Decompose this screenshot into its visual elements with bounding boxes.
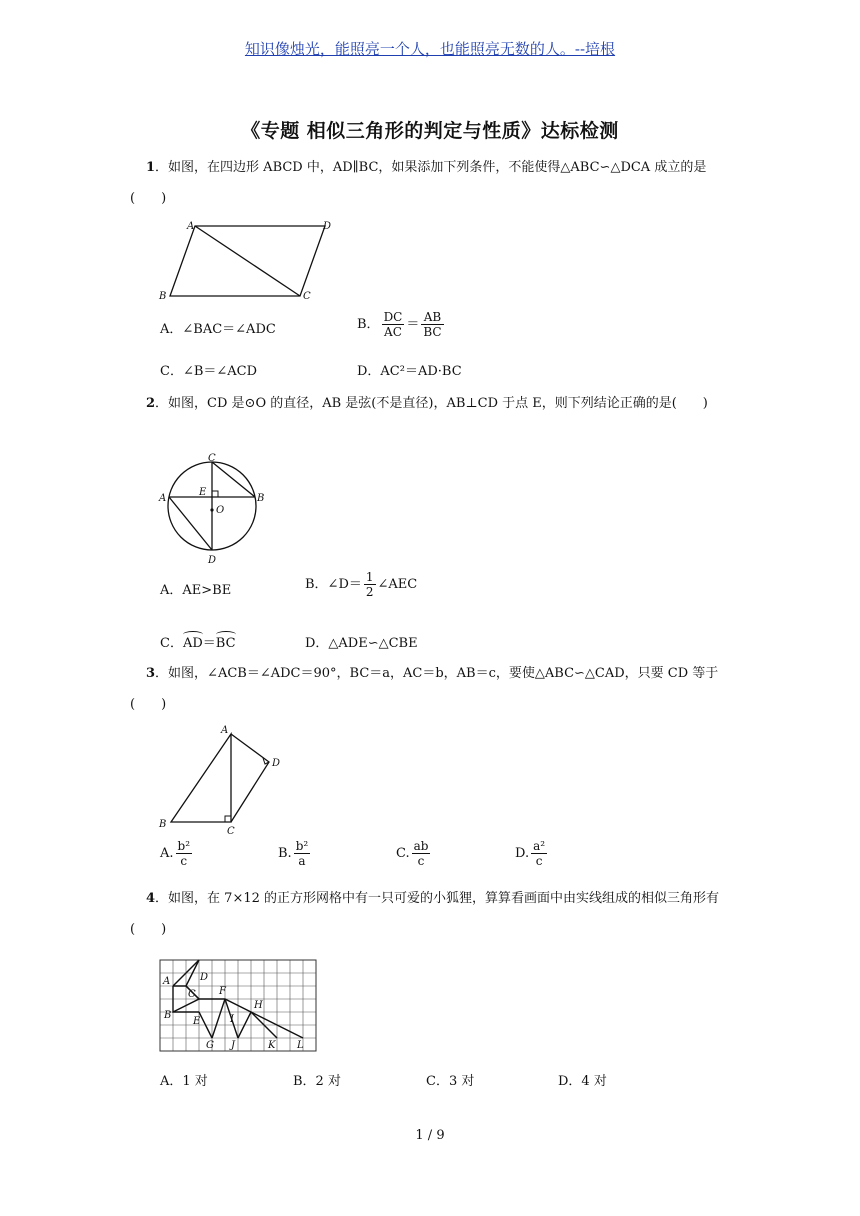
q3-option-a[interactable]	[160, 839, 194, 868]
denominator: BC	[423, 325, 442, 339]
label-c: C	[208, 453, 216, 464]
label-e: E	[193, 1016, 201, 1027]
q2-option-a[interactable]: A．AE>BE	[160, 583, 232, 598]
label-l: L	[297, 1040, 304, 1051]
label-b: B	[164, 1010, 172, 1021]
page-title: 《专题 相似三角形的判定与性质》达标检测	[241, 120, 619, 142]
q1-option-d[interactable]: D．AC²＝AD·BC	[357, 364, 462, 379]
option-prefix: B．	[357, 317, 380, 332]
label-d: D	[323, 221, 332, 232]
diagonal-ac	[195, 226, 300, 296]
label-a: A	[187, 221, 195, 232]
denominator: c	[417, 854, 425, 868]
label-h: H	[254, 1000, 263, 1011]
question-1	[130, 152, 730, 214]
label-k: K	[268, 1040, 276, 1051]
question-text: ．如图，CD 是⊙O 的直径，AB 是弦(不是直径)，AB⊥CD 于点 E，则下列结论正确的是( )	[155, 396, 708, 411]
center-point	[210, 508, 213, 511]
numerator: AB	[421, 310, 443, 325]
question-number: 4	[146, 891, 156, 906]
label-a: A	[163, 976, 171, 987]
page-header	[0, 38, 860, 59]
q4-option-c[interactable]: C．3 对	[426, 1074, 475, 1089]
fraction	[382, 310, 405, 339]
denominator: AC	[384, 325, 402, 339]
numerator: a²	[533, 839, 546, 853]
question-number: 3	[146, 666, 156, 681]
option-prefix: A.	[160, 846, 174, 861]
question-number: 1	[146, 160, 156, 175]
header-motto-link[interactable]: 知识像烛光，能照亮一个人，也能照亮无数的人。--培根	[244, 40, 616, 58]
label-j: J	[231, 1040, 236, 1051]
label-d: D	[272, 758, 281, 769]
q3-triangle-figure	[155, 722, 295, 838]
label-d: D	[200, 972, 209, 983]
arc-ad: AD	[182, 636, 203, 651]
q4-option-d[interactable]: D．4 对	[558, 1074, 607, 1089]
fraction	[531, 839, 547, 868]
denominator: a	[298, 854, 306, 868]
q4-option-a[interactable]: A．1 对	[160, 1074, 208, 1089]
numerator: b²	[177, 839, 191, 853]
page-number: 1 / 9	[415, 1128, 445, 1143]
fraction	[364, 570, 376, 599]
label-o: O	[216, 505, 225, 516]
question-4	[130, 883, 730, 945]
arc-bc: BC	[215, 636, 236, 651]
question-3	[130, 658, 730, 720]
q4-option-b[interactable]: B．2 对	[293, 1074, 341, 1089]
question-text: ．如图，∠ACB＝∠ADC＝90°，BC＝a，AC＝b，AB＝c，要使△ABC∽△CAD，只要 CD 等于( )	[130, 666, 719, 712]
denominator: 2	[365, 585, 374, 599]
numerator: b²	[295, 839, 309, 853]
label-b: B	[159, 291, 167, 302]
q1-parallelogram-figure	[155, 218, 335, 304]
label-i: I	[230, 1014, 234, 1025]
q1-option-b[interactable]	[357, 310, 446, 339]
fraction	[176, 839, 193, 868]
q4-grid-fox-figure	[158, 956, 320, 1054]
label-d: D	[208, 555, 217, 566]
label-e: E	[199, 487, 207, 498]
right-angle-mark	[212, 491, 218, 497]
segment-ad	[169, 497, 212, 550]
option-prefix: B.	[278, 846, 292, 861]
option-prefix: C．	[160, 636, 183, 651]
triangle-acd	[231, 734, 269, 822]
fraction	[421, 310, 443, 339]
label-g: G	[206, 1040, 214, 1051]
numerator: 1	[365, 570, 374, 584]
q3-option-b[interactable]	[278, 839, 312, 868]
q3-option-c[interactable]	[396, 839, 432, 868]
q2-option-d[interactable]: D．△ADE∽△CBE	[305, 636, 418, 651]
fraction	[412, 839, 431, 868]
equals-sign: ＝	[406, 317, 420, 332]
q1-option-c[interactable]: C．∠B＝∠ACD	[160, 364, 258, 379]
question-text: ．如图，在四边形 ABCD 中，AD∥BC，如果添加下列条件，不能使得△ABC∽△DCA 成立的是( )	[130, 160, 707, 206]
q2-circle-figure	[155, 450, 275, 570]
question-text: ．如图，在 7×12 的正方形网格中有一只可爱的小狐狸，算算看画面中由实线组成的相似三角形有( )	[130, 891, 720, 937]
option-prefix: B．∠D＝	[305, 577, 362, 592]
label-a: A	[221, 725, 229, 736]
question-number: 2	[146, 396, 156, 411]
q2-option-b[interactable]	[305, 570, 417, 599]
q3-option-d[interactable]	[515, 839, 549, 868]
label-f: F	[219, 986, 226, 997]
numerator: ab	[413, 839, 429, 853]
question-2	[130, 388, 730, 419]
label-c: C	[227, 826, 235, 837]
fraction	[294, 839, 311, 868]
label-a: A	[159, 493, 167, 504]
option-suffix: ∠AEC	[377, 577, 418, 592]
triangle-abc	[171, 734, 231, 822]
option-prefix: D.	[515, 846, 530, 861]
equals-sign: ＝	[202, 636, 216, 651]
right-angle-mark-c	[225, 816, 231, 822]
label-b: B	[257, 493, 265, 504]
numerator: DC	[383, 310, 403, 324]
label-c: C	[303, 291, 311, 302]
label-c: C	[188, 989, 196, 1000]
q2-option-c[interactable]	[160, 632, 236, 651]
denominator: c	[180, 854, 188, 868]
denominator: c	[535, 854, 543, 868]
option-prefix: C.	[396, 846, 410, 861]
q1-option-a[interactable]: A．∠BAC＝∠ADC	[160, 322, 276, 337]
label-b: B	[159, 819, 167, 830]
